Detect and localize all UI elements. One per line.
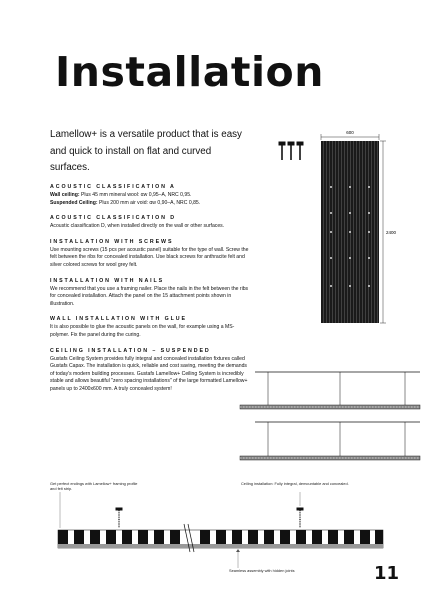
section-heading: ACOUSTIC CLASSIFICATION A <box>50 184 176 190</box>
section-line-bold: Wall ceiling: <box>50 192 80 198</box>
panel-height-label: 2400 <box>386 230 397 235</box>
section-heading: INSTALLATION WITH NAILS <box>50 277 165 284</box>
section-line-text: Gustafs Ceiling System provides fully integral and concealed installation fixtures called Gustafs Capax. The installation is quick, reliable and cost saving, meeting the demands of today's modern building processes. Gustafs Lamellow+ Ceiling System is incredibly stable and allows beautiful "zero spacing installations" of the large formatted Lamellow+ panels up to 2400x600 mm. A truly concealed system! <box>50 355 248 392</box>
section-heading: WALL INSTALLATION WITH GLUE <box>50 316 187 323</box>
section-line-text: Use mounting screws (15 pcs per acoustic panel) suitable for the type of wall. Screw the felt between the ribs for concealed installation. Use black screws for anthracite felt and silver colored screws for wool grey felt. <box>50 246 249 268</box>
page-number: 11 <box>373 563 399 584</box>
acoustic-panel <box>321 141 379 323</box>
section-line-text: Plus 200 mm air void: αw 0,90–A, NRC 0,85. <box>97 199 201 206</box>
page-title: Installation <box>55 48 324 96</box>
section-line-text: Plus 45 mm mineral wool: αw 0,95–A, NRC 0,95. <box>79 192 192 198</box>
caption-seamless-assembly: Seamless assembly with hidden joints <box>229 568 295 573</box>
section-heading: ACOUSTIC CLASSIFICATION D <box>50 215 176 222</box>
intro-text: Lamellow+ is a versatile product that is easy and quick to install on flat and curved surfaces. <box>50 129 242 173</box>
panel-cross-section <box>58 492 383 568</box>
section-heading: INSTALLATION WITH SCREWS <box>50 238 174 245</box>
caption-framing-profile: Get perfect endings with Lamellow+ framing profile and felt strip. <box>50 481 138 492</box>
panel-width-label: 600 <box>346 130 354 135</box>
screws-icon <box>279 142 303 160</box>
section-line-text: Acoustic classification D, when installed directly on the wall or other surfaces. <box>50 223 225 230</box>
caption-ceiling-installation: Ceiling installation: Fully integral, demountable and concealed. <box>241 481 349 486</box>
section-line-bold: Suspended Ceiling: <box>50 199 98 206</box>
section-line-text: It is also possible to glue the acoustic panels on the wall, for example using a MS-polymer. Fix the panel during the curing. <box>50 324 235 338</box>
section-heading: CEILING INSTALLATION – SUSPENDED <box>50 347 211 354</box>
ceiling-suspension-diagram-1 <box>240 372 420 409</box>
section-line-text: We recommend that you use a framing nailer. Place the nails in the felt between the ribs for concealed installation. Attach the panel on the 15 attachment points shown in illustration. <box>50 285 249 307</box>
ceiling-suspension-diagram-2 <box>240 422 420 460</box>
